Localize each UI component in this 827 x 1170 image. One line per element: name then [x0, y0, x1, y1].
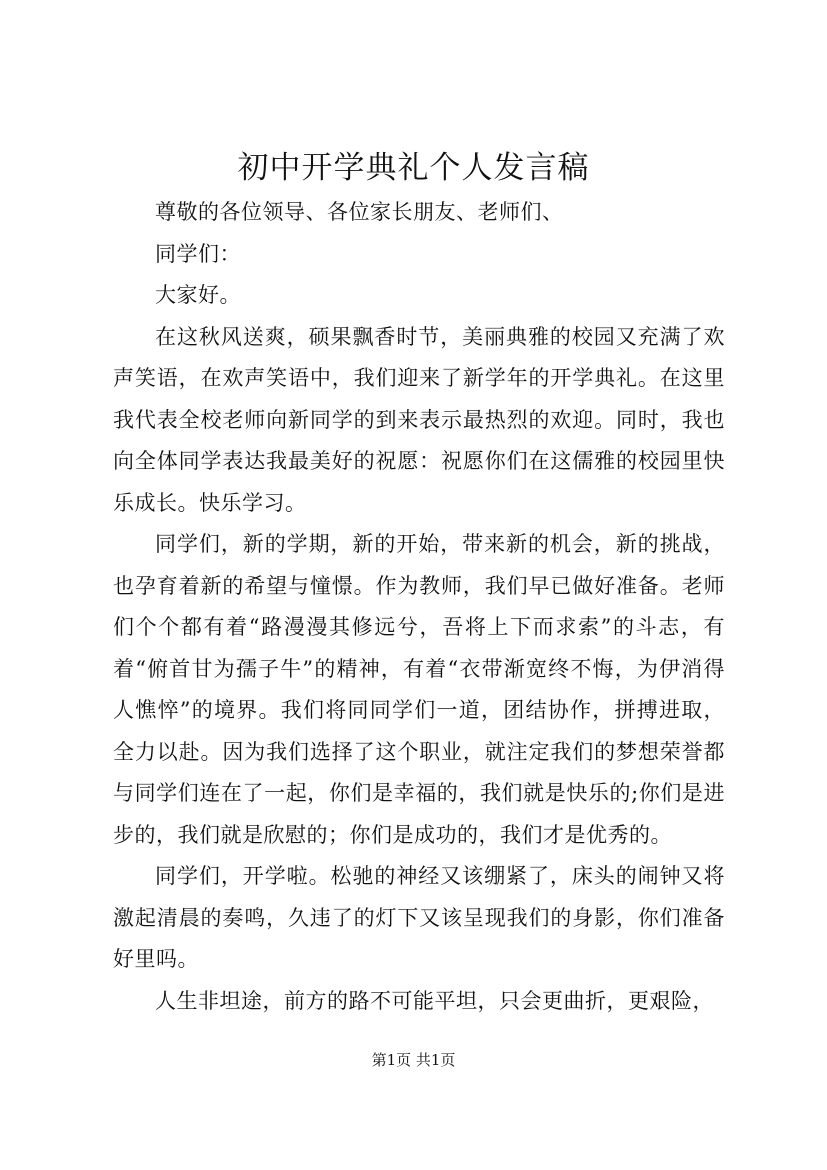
paragraph-new-semester: 同学们，新的学期，新的开始，带来新的机会，新的挑战，也孕育着新的希望与憧憬。作为教师，我们早已做好准备。老师们个个都有着“路漫漫其修远兮，吾将上下而求索”的斗志，有着“俯首甘为孺子牛”的精神，有着“衣带渐宽终不悔，为伊消得人憔悴”的境界。我们将同同学们一道，团结协作，拼搏进取，全力以赴。因为我们选择了这个职业，就注定我们的梦想荣誉都与同学们连在了一起，你们是幸福的，我们就是快乐的;你们是进步的，我们就是欣慰的；你们是成功的，我们才是优秀的。 [113, 532, 725, 847]
paragraph-welcome: 在这秋风送爽，硕果飘香时节，美丽典雅的校园又充满了欢声笑语，在欢声笑语中，我们迎来了新学年的开学典礼。在这里我代表全校老师向新同学的到来表示最热烈的欢迎。同时，我也向全体同学表达我最美好的祝愿：祝愿你们在这儒雅的校园里快乐成长。快乐学习。 [113, 324, 725, 515]
document-title: 初中开学典礼个人发言稿 [237, 150, 590, 186]
document-body [113, 192, 725, 1022]
paragraph-school-started: 同学们，开学啦。松驰的神经又该绷紧了，床头的闹钟又将激起清晨的奏鸣，久违了的灯下又该呈现我们的身影，你们准备好里吗。 [113, 864, 725, 971]
page-footer: 第1页 共1页 [371, 1051, 456, 1069]
greeting: 大家好。 [155, 283, 241, 307]
paragraph-life-path: 人生非坦途，前方的路不可能平坦，只会更曲折，更艰险， [155, 988, 714, 1013]
salutation-line-2: 同学们： [155, 241, 241, 266]
salutation-line-1: 尊敬的各位领导、各位家长朋友、老师们、 [155, 200, 564, 224]
